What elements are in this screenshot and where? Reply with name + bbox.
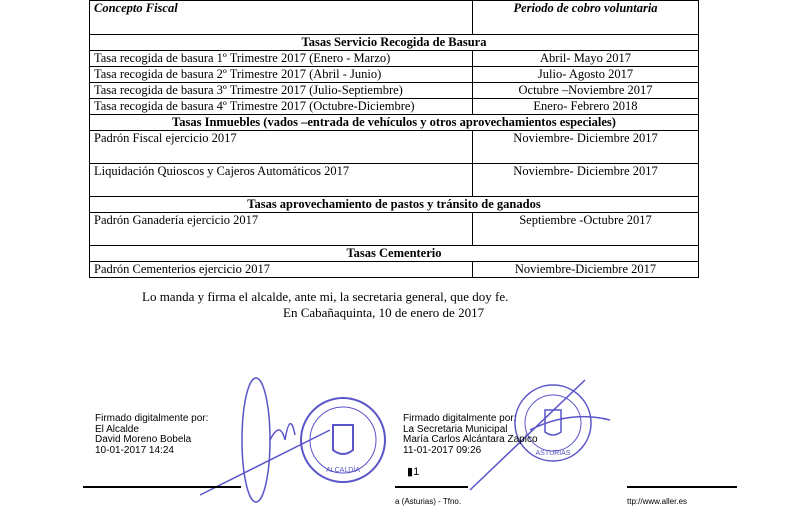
footer-address: a (Asturias) - Tfno. [395, 497, 462, 506]
concept-cell: Padrón Cementerios ejercicio 2017 [90, 262, 473, 278]
section-title: Tasas Cementerio [90, 246, 699, 262]
concept-cell: Tasa recogida de basura 3º Trimestre 2017 (Julio-Septiembre) [90, 83, 473, 99]
footer-url[interactable]: ttp://www.aller.es [627, 497, 688, 506]
sig-line: El Alcalde [95, 423, 139, 435]
sig-line: La Secretaria Municipal [403, 423, 508, 435]
period-cell: Septiembre -Octubre 2017 [473, 213, 699, 246]
sig-line: David Moreno Bobela [95, 434, 192, 445]
sig-line: Firmado digitalmente por: [403, 413, 517, 424]
sig-line: 10-01-2017 14:24 [95, 444, 174, 456]
sig-line: 11-01-2017 09:26 [403, 444, 482, 456]
period-cell: Octubre –Noviembre 2017 [473, 83, 699, 99]
page-number: ▮1 [407, 466, 420, 478]
header-periodo: Periodo de cobro voluntaria [473, 1, 699, 35]
footer-rule-mid [395, 486, 468, 488]
period-cell: Julio- Agosto 2017 [473, 67, 699, 83]
period-cell: Noviembre- Diciembre 2017 [473, 164, 699, 197]
concept-cell: Tasa recogida de basura 1º Trimestre 2017 (Enero - Marzo) [90, 51, 473, 67]
footer-rule-left [83, 486, 241, 488]
concept-cell: Tasa recogida de basura 4º Trimestre 2017 (Octubre-Diciembre) [90, 99, 473, 115]
concept-cell: Tasa recogida de basura 2º Trimestre 2017 (Abril - Junio) [90, 67, 473, 83]
concept-cell: Liquidación Quioscos y Cajeros Automáticos 2017 [90, 164, 473, 197]
header-concepto: Concepto Fiscal [90, 1, 473, 35]
closing-line-1: Lo manda y firma el alcalde, ante mi, la secretaria general, que doy fe. [142, 289, 509, 304]
concept-cell: Padrón Fiscal ejercicio 2017 [90, 131, 473, 164]
section-title: Tasas aprovechamiento de pastos y tránsito de ganados [90, 197, 699, 213]
stamp-2-text: ASTURIAS [535, 450, 571, 457]
sig-line: Firmado digitalmente por: [95, 413, 209, 424]
period-cell: Enero- Febrero 2018 [473, 99, 699, 115]
signature-block-secretaria [403, 414, 538, 456]
sig-line: María Carlos Alcántara Zapico [403, 434, 538, 445]
period-cell: Abril- Mayo 2017 [473, 51, 699, 67]
period-cell: Noviembre-Diciembre 2017 [473, 262, 699, 278]
footer-rule-right [627, 486, 737, 488]
closing-line-2: En Cabañaquinta, 10 de enero de 2017 [283, 305, 485, 320]
period-cell: Noviembre- Diciembre 2017 [473, 131, 699, 164]
signature-block-alcalde [95, 414, 208, 456]
stamp-1-text: ALCALDÍA [326, 467, 360, 474]
section-title: Tasas Servicio Recogida de Basura [90, 35, 699, 51]
concept-cell: Padrón Ganadería ejercicio 2017 [90, 213, 473, 246]
section-title: Tasas Inmuebles (vados –entrada de vehículos y otros aprovechamientos especiales) [90, 115, 699, 131]
